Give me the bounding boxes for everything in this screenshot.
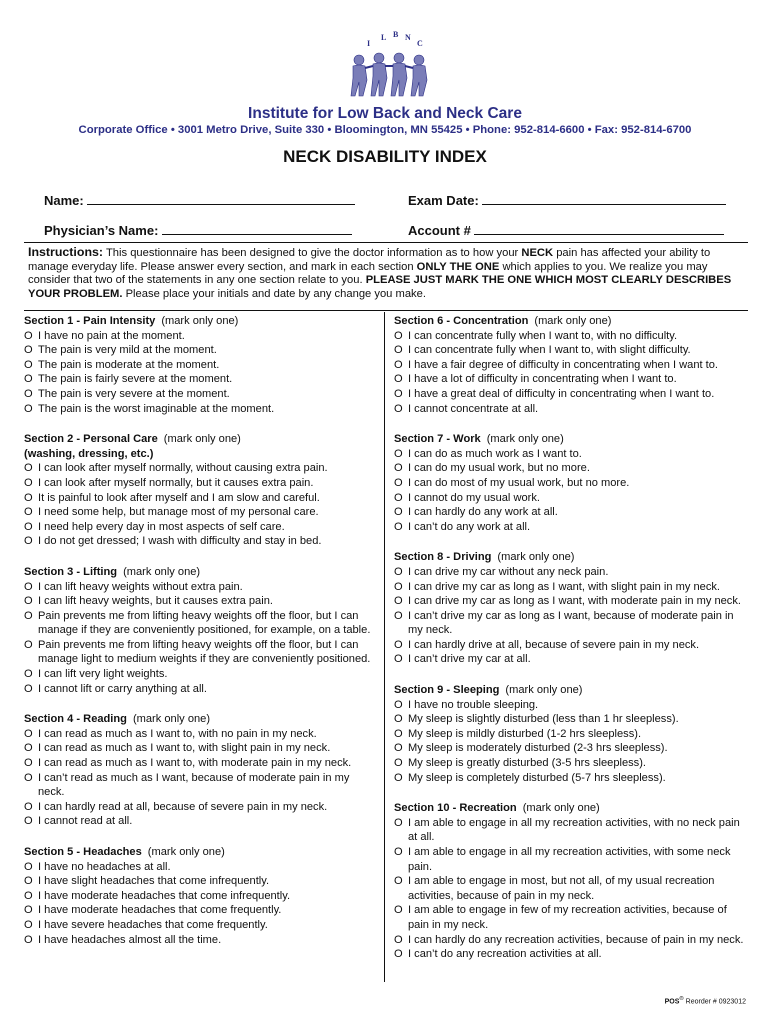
radio-circle-icon[interactable]: O bbox=[394, 462, 403, 475]
radio-circle-icon[interactable]: O bbox=[24, 860, 33, 873]
section-heading bbox=[394, 314, 746, 329]
radio-circle-icon[interactable]: O bbox=[24, 520, 33, 533]
option-text: I can lift heavy weights without extra pain. bbox=[38, 580, 243, 593]
document-title: NECK DISABILITY INDEX bbox=[283, 147, 487, 166]
section-title: Section 3 - Lifting bbox=[24, 565, 118, 578]
instructions-text-2: pain has affected your ability to manage everyday life. Please answer every section, and mark in each section bbox=[28, 247, 711, 273]
option-text: I do not get dressed; I wash with difficulty and stay in bed. bbox=[38, 535, 322, 548]
footer-reg: ® bbox=[679, 996, 684, 1002]
option-row[interactable] bbox=[394, 402, 746, 417]
option-text: I can do most of my usual work, but no more. bbox=[408, 476, 630, 489]
physician-line[interactable] bbox=[162, 222, 352, 235]
option-row[interactable] bbox=[394, 505, 746, 520]
option-text: The pain is the worst imaginable at the moment. bbox=[38, 402, 275, 415]
section-title: Section 8 - Driving bbox=[394, 551, 492, 564]
instructions-text-1: This questionnaire has been designed to give the doctor information as to how your bbox=[103, 247, 522, 259]
option-row[interactable] bbox=[24, 800, 374, 815]
radio-circle-icon[interactable]: O bbox=[394, 904, 403, 917]
logo-letters bbox=[367, 30, 423, 48]
option-text: The pain is very mild at the moment. bbox=[38, 344, 217, 357]
radio-circle-icon[interactable]: O bbox=[394, 402, 403, 415]
radio-circle-icon[interactable]: O bbox=[24, 668, 33, 681]
section-title: Section 10 - Recreation bbox=[394, 802, 517, 815]
option-text: I can’t drive my car at all. bbox=[408, 653, 531, 666]
option-row[interactable] bbox=[394, 447, 746, 462]
column-divider bbox=[384, 312, 385, 982]
option-text: My sleep is greatly disturbed (3-5 hrs sleepless). bbox=[408, 757, 646, 770]
logo-letter: L bbox=[381, 33, 387, 42]
option-row[interactable] bbox=[24, 505, 374, 520]
logo-letter: C bbox=[417, 39, 423, 48]
option-row[interactable] bbox=[394, 609, 746, 638]
section-title: Section 6 - Concentration bbox=[394, 315, 529, 327]
reorder-footer bbox=[665, 996, 746, 1005]
option-text: I need help every day in most aspects of self care. bbox=[38, 520, 285, 533]
section-heading bbox=[394, 683, 746, 698]
option-text: I have no trouble sleeping. bbox=[408, 698, 539, 711]
option-text: I have no pain at the moment. bbox=[38, 329, 185, 342]
section-heading bbox=[24, 712, 374, 727]
radio-circle-icon[interactable]: O bbox=[394, 344, 403, 357]
section-title: Section 2 - Personal Care bbox=[24, 433, 158, 446]
logo-letter: I bbox=[367, 39, 371, 48]
radio-circle-icon[interactable]: O bbox=[24, 506, 33, 519]
option-text: I can’t drive my car as long as I want, because of moderate pain in my neck. bbox=[408, 609, 734, 637]
section-note: (mark only one) bbox=[534, 315, 612, 327]
radio-circle-icon[interactable]: O bbox=[24, 771, 33, 784]
option-text: I have a fair degree of difficulty in concentrating when I want to. bbox=[408, 358, 718, 371]
option-text: I have moderate headaches that come frequently. bbox=[38, 904, 282, 917]
option-text: I can’t read as much as I want, because of moderate pain in my neck. bbox=[38, 771, 350, 799]
option-row[interactable] bbox=[394, 461, 746, 476]
option-row[interactable] bbox=[394, 741, 746, 756]
option-text: I can look after myself normally, without causing extra pain. bbox=[38, 462, 328, 475]
option-row[interactable] bbox=[394, 372, 746, 387]
option-text: I have a great deal of difficulty in concentrating when I want to. bbox=[408, 387, 715, 400]
radio-circle-icon[interactable]: O bbox=[394, 476, 403, 489]
institute-name: Institute for Low Back and Neck Care bbox=[248, 105, 522, 122]
section-8 bbox=[394, 550, 746, 667]
radio-circle-icon[interactable]: O bbox=[24, 462, 33, 475]
radio-circle-icon[interactable]: O bbox=[24, 933, 33, 946]
radio-circle-icon[interactable]: O bbox=[394, 846, 403, 858]
option-text: I can lift very light weights. bbox=[38, 668, 168, 681]
logo-figures-icon bbox=[351, 53, 427, 96]
radio-circle-icon[interactable]: O bbox=[394, 329, 403, 342]
option-row[interactable] bbox=[394, 476, 746, 491]
option-row[interactable] bbox=[24, 756, 374, 771]
option-row[interactable] bbox=[394, 387, 746, 402]
option-row[interactable] bbox=[24, 638, 374, 667]
option-text: I have a lot of difficulty in concentrating when I want to. bbox=[408, 373, 677, 386]
section-note: (mark only one) bbox=[522, 802, 600, 815]
option-text: I am able to engage in all my recreation activities, with some neck pain. bbox=[408, 846, 731, 873]
section-5 bbox=[24, 845, 374, 947]
option-text: I can hardly do any recreation activities, because of pain in my neck. bbox=[408, 933, 744, 946]
instructions-top-rule bbox=[24, 242, 748, 243]
option-row[interactable] bbox=[24, 402, 374, 417]
radio-circle-icon[interactable]: O bbox=[394, 713, 403, 726]
radio-circle-icon[interactable]: O bbox=[24, 918, 33, 931]
option-row[interactable] bbox=[394, 698, 746, 713]
option-row[interactable] bbox=[394, 947, 746, 962]
option-text: I can drive my car without any neck pain. bbox=[408, 565, 609, 578]
option-text: My sleep is completely disturbed (5-7 hrs sleepless). bbox=[408, 771, 666, 784]
option-text: I have no headaches at all. bbox=[38, 860, 171, 873]
section-title: Section 9 - Sleeping bbox=[394, 684, 500, 697]
radio-circle-icon[interactable]: O bbox=[394, 757, 403, 770]
option-text: The pain is moderate at the moment. bbox=[38, 358, 220, 371]
option-text: I can hardly do any work at all. bbox=[408, 506, 558, 519]
section-note: (mark only one) bbox=[132, 713, 211, 726]
option-row[interactable] bbox=[394, 727, 746, 742]
option-row[interactable] bbox=[394, 652, 746, 667]
option-row[interactable] bbox=[24, 580, 374, 595]
option-text: I have slight headaches that come infrequently. bbox=[38, 875, 270, 888]
option-row[interactable] bbox=[24, 682, 374, 697]
option-row[interactable] bbox=[24, 358, 374, 373]
option-row[interactable] bbox=[24, 727, 374, 742]
section-heading bbox=[24, 432, 374, 447]
option-row[interactable] bbox=[394, 756, 746, 771]
option-text: I have headaches almost all the time. bbox=[38, 933, 222, 946]
option-text: I can do my usual work, but no more. bbox=[408, 462, 590, 475]
section-title: Section 7 - Work bbox=[394, 433, 481, 446]
radio-circle-icon[interactable]: O bbox=[394, 595, 403, 608]
option-text: I can read as much as I want to, with slight pain in my neck. bbox=[38, 742, 331, 755]
option-row[interactable] bbox=[24, 814, 374, 829]
option-row[interactable] bbox=[24, 741, 374, 756]
radio-circle-icon[interactable]: O bbox=[394, 506, 403, 519]
radio-circle-icon[interactable]: O bbox=[394, 948, 403, 961]
radio-circle-icon[interactable]: O bbox=[24, 344, 33, 357]
section-heading bbox=[24, 845, 374, 860]
radio-circle-icon[interactable]: O bbox=[394, 638, 403, 651]
radio-circle-icon[interactable]: O bbox=[394, 491, 403, 504]
option-text: I can’t do any work at all. bbox=[408, 520, 531, 533]
radio-circle-icon[interactable]: O bbox=[394, 609, 403, 622]
section-note: (mark only one) bbox=[163, 433, 241, 446]
option-text: I can drive my car as long as I want, with moderate pain in my neck. bbox=[408, 595, 741, 608]
option-text: I cannot lift or carry anything at all. bbox=[38, 682, 207, 695]
option-row[interactable] bbox=[394, 816, 746, 845]
option-row[interactable] bbox=[394, 712, 746, 727]
option-row[interactable] bbox=[24, 918, 374, 933]
radio-circle-icon[interactable]: O bbox=[24, 402, 33, 415]
section-note: (mark only one) bbox=[505, 684, 583, 697]
exam-date-field[interactable] bbox=[408, 192, 726, 208]
option-text: I am able to engage in few of my recreation activities, because of pain in my neck. bbox=[408, 904, 727, 931]
option-row[interactable] bbox=[24, 889, 374, 904]
exam-date-line[interactable] bbox=[482, 192, 726, 205]
section-heading bbox=[394, 801, 746, 816]
sections-top-rule bbox=[24, 310, 748, 311]
option-row[interactable] bbox=[394, 845, 746, 874]
logo-letter: B bbox=[393, 30, 399, 39]
radio-circle-icon[interactable]: O bbox=[24, 800, 33, 813]
name-field[interactable] bbox=[44, 192, 355, 208]
option-text: Pain prevents me from lifting heavy weights off the floor, but I can manage light to medium weights if they are conveniently positioned. bbox=[38, 638, 371, 666]
radio-circle-icon[interactable]: O bbox=[394, 387, 403, 400]
option-text: Pain prevents me from lifting heavy weights off the floor, but I can manage if they are conveniently positioned, for example, on a table. bbox=[38, 609, 371, 637]
option-row[interactable] bbox=[24, 343, 374, 358]
option-row[interactable] bbox=[394, 491, 746, 506]
option-row[interactable] bbox=[24, 534, 374, 549]
section-note: (mark only one) bbox=[497, 551, 575, 564]
option-text: I can hardly read at all, because of severe pain in my neck. bbox=[38, 800, 328, 813]
radio-circle-icon[interactable]: O bbox=[394, 653, 403, 666]
left-column bbox=[24, 314, 374, 963]
option-text: It is painful to look after myself and I am slow and careful. bbox=[38, 491, 320, 504]
option-row[interactable] bbox=[24, 476, 374, 491]
radio-circle-icon[interactable]: O bbox=[394, 373, 403, 386]
section-heading bbox=[24, 565, 374, 580]
account-field[interactable] bbox=[408, 222, 724, 238]
option-text: I can read as much as I want to, with moderate pain in my neck. bbox=[38, 757, 352, 770]
radio-circle-icon[interactable]: O bbox=[24, 742, 33, 755]
right-column bbox=[394, 314, 746, 978]
option-text: I have severe headaches that come frequently. bbox=[38, 918, 268, 931]
option-row[interactable] bbox=[24, 520, 374, 535]
option-row[interactable] bbox=[394, 933, 746, 948]
radio-circle-icon[interactable]: O bbox=[394, 565, 403, 578]
option-row[interactable] bbox=[24, 329, 374, 344]
option-row[interactable] bbox=[394, 358, 746, 373]
option-row[interactable] bbox=[394, 638, 746, 653]
instructions-lead: Instructions: bbox=[28, 245, 104, 259]
section-subtitle: (washing, dressing, etc.) bbox=[24, 447, 154, 460]
section-title: Section 5 - Headaches bbox=[24, 846, 142, 858]
footer-reorder: Reorder # 0923012 bbox=[683, 998, 746, 1006]
section-title: Section 4 - Reading bbox=[24, 713, 127, 726]
instructions-neck: NECK bbox=[521, 247, 554, 259]
section-note: (mark only one) bbox=[147, 846, 225, 858]
option-row[interactable] bbox=[394, 594, 746, 609]
section-note: (mark only one) bbox=[161, 315, 239, 327]
section-2 bbox=[24, 432, 374, 549]
radio-circle-icon[interactable]: O bbox=[394, 358, 403, 371]
option-row[interactable] bbox=[394, 874, 746, 903]
option-text: I cannot concentrate at all. bbox=[408, 402, 539, 415]
radio-circle-icon[interactable]: O bbox=[394, 816, 403, 829]
instructions-emphasis: PLEASE JUST MARK THE ONE WHICH MOST CLEARLY DESCRIBES YOUR PROBLEM. bbox=[28, 274, 732, 300]
option-text: I can concentrate fully when I want to, with slight difficulty. bbox=[408, 344, 691, 357]
option-row[interactable] bbox=[24, 903, 374, 918]
radio-circle-icon[interactable]: O bbox=[394, 771, 403, 784]
option-text: I am able to engage in most, but not all, of my usual recreation activities, because of pain in my neck. bbox=[408, 875, 715, 902]
option-row[interactable] bbox=[394, 771, 746, 786]
section-7 bbox=[394, 432, 746, 534]
radio-circle-icon[interactable]: O bbox=[394, 727, 403, 740]
radio-circle-icon[interactable]: O bbox=[24, 904, 33, 917]
footer-brand: POS bbox=[664, 998, 680, 1006]
radio-circle-icon[interactable]: O bbox=[24, 491, 33, 504]
exam-date-label: Exam Date: bbox=[408, 193, 479, 208]
option-text: I am able to engage in all my recreation activities, with no neck pain at all. bbox=[408, 816, 740, 844]
section-note: (mark only one) bbox=[486, 433, 564, 446]
radio-circle-icon[interactable]: O bbox=[24, 638, 33, 651]
radio-circle-icon[interactable]: O bbox=[394, 933, 403, 946]
option-row[interactable] bbox=[24, 594, 374, 609]
option-text: I can concentrate fully when I want to, with no difficulty. bbox=[408, 329, 678, 342]
option-row[interactable] bbox=[394, 329, 746, 344]
section-heading bbox=[394, 550, 746, 565]
radio-circle-icon[interactable]: O bbox=[394, 742, 403, 755]
ilbnc-logo bbox=[345, 28, 435, 100]
option-row[interactable] bbox=[24, 461, 374, 476]
instructions bbox=[28, 246, 746, 301]
option-text: I cannot do my usual work. bbox=[408, 491, 540, 504]
option-row[interactable] bbox=[24, 860, 374, 875]
option-text: I can’t do any recreation activities at all. bbox=[408, 948, 602, 961]
section-title: Section 1 - Pain Intensity bbox=[24, 315, 156, 327]
option-text: I can do as much work as I want to. bbox=[408, 447, 582, 460]
section-10 bbox=[394, 801, 746, 962]
option-row[interactable] bbox=[24, 491, 374, 506]
option-row[interactable] bbox=[394, 343, 746, 358]
radio-circle-icon[interactable]: O bbox=[24, 875, 33, 888]
option-text: My sleep is moderately disturbed (2-3 hrs sleepless). bbox=[408, 742, 668, 755]
logo-letter: N bbox=[405, 33, 411, 42]
radio-circle-icon[interactable]: O bbox=[24, 889, 33, 902]
option-text: My sleep is mildly disturbed (1-2 hrs sleepless). bbox=[408, 727, 642, 740]
option-row[interactable] bbox=[24, 372, 374, 387]
radio-circle-icon[interactable]: O bbox=[24, 682, 33, 695]
radio-circle-icon[interactable]: O bbox=[394, 875, 403, 888]
radio-circle-icon[interactable]: O bbox=[394, 447, 403, 460]
option-row[interactable] bbox=[394, 565, 746, 580]
radio-circle-icon[interactable]: O bbox=[394, 520, 403, 533]
section-9 bbox=[394, 683, 746, 785]
radio-circle-icon[interactable]: O bbox=[394, 580, 403, 593]
option-text: I need some help, but manage most of my personal care. bbox=[38, 506, 319, 519]
radio-circle-icon[interactable]: O bbox=[394, 698, 403, 711]
physician-field[interactable] bbox=[44, 222, 352, 238]
option-text: I can read as much as I want to, with no pain in my neck. bbox=[38, 727, 317, 740]
option-row[interactable] bbox=[24, 387, 374, 402]
name-label: Name: bbox=[44, 193, 84, 208]
radio-circle-icon[interactable]: O bbox=[24, 609, 33, 622]
section-4 bbox=[24, 712, 374, 829]
section-heading bbox=[394, 432, 746, 447]
option-row[interactable] bbox=[24, 609, 374, 638]
option-row[interactable] bbox=[24, 933, 374, 948]
option-text: I can lift heavy weights, but it causes extra pain. bbox=[38, 595, 273, 608]
option-row[interactable] bbox=[24, 874, 374, 889]
account-line[interactable] bbox=[474, 222, 724, 235]
radio-circle-icon[interactable]: O bbox=[24, 815, 33, 828]
option-text: The pain is fairly severe at the moment. bbox=[38, 373, 233, 386]
option-text: The pain is very severe at the moment. bbox=[38, 387, 230, 400]
option-row[interactable] bbox=[24, 771, 374, 800]
section-3 bbox=[24, 565, 374, 696]
radio-circle-icon[interactable]: O bbox=[24, 387, 33, 400]
option-text: I can look after myself normally, but it causes extra pain. bbox=[38, 476, 314, 489]
option-row[interactable] bbox=[24, 667, 374, 682]
physician-label: Physician’s Name: bbox=[44, 223, 159, 238]
option-text: I cannot read at all. bbox=[38, 815, 133, 828]
radio-circle-icon[interactable]: O bbox=[24, 535, 33, 548]
option-row[interactable] bbox=[394, 520, 746, 535]
radio-circle-icon[interactable]: O bbox=[24, 358, 33, 371]
section-1 bbox=[24, 314, 374, 416]
radio-circle-icon[interactable]: O bbox=[24, 595, 33, 608]
section-note: (mark only one) bbox=[123, 565, 201, 578]
option-row[interactable] bbox=[394, 903, 746, 932]
section-6 bbox=[394, 314, 746, 416]
radio-circle-icon[interactable]: O bbox=[24, 476, 33, 489]
option-text: I can hardly drive at all, because of severe pain in my neck. bbox=[408, 638, 700, 651]
instructions-text-3: which applies to you. We realize you may consider that two of the statements in any one section relate to you. bbox=[28, 260, 708, 287]
instructions-only-one: ONLY THE ONE bbox=[416, 260, 500, 273]
institute-address: Corporate Office • 3001 Metro Drive, Suite 330 • Bloomington, MN 55425 • Phone: 952-814-6600 • Fax: 952-814-6700 bbox=[78, 124, 692, 136]
option-text: I can drive my car as long as I want, with slight pain in my neck. bbox=[408, 580, 720, 593]
radio-circle-icon[interactable]: O bbox=[24, 727, 33, 740]
section-heading bbox=[24, 314, 374, 329]
radio-circle-icon[interactable]: O bbox=[24, 757, 33, 770]
account-label: Account # bbox=[408, 223, 471, 238]
radio-circle-icon[interactable]: O bbox=[24, 329, 33, 342]
radio-circle-icon[interactable]: O bbox=[24, 580, 33, 593]
instructions-text-4: Please place your initials and date by any change you make. bbox=[122, 287, 426, 300]
option-row[interactable] bbox=[394, 580, 746, 595]
radio-circle-icon[interactable]: O bbox=[24, 373, 33, 386]
option-text: My sleep is slightly disturbed (less than 1 hr sleepless). bbox=[408, 713, 679, 726]
option-text: I have moderate headaches that come infrequently. bbox=[38, 889, 291, 902]
name-line[interactable] bbox=[87, 192, 355, 205]
